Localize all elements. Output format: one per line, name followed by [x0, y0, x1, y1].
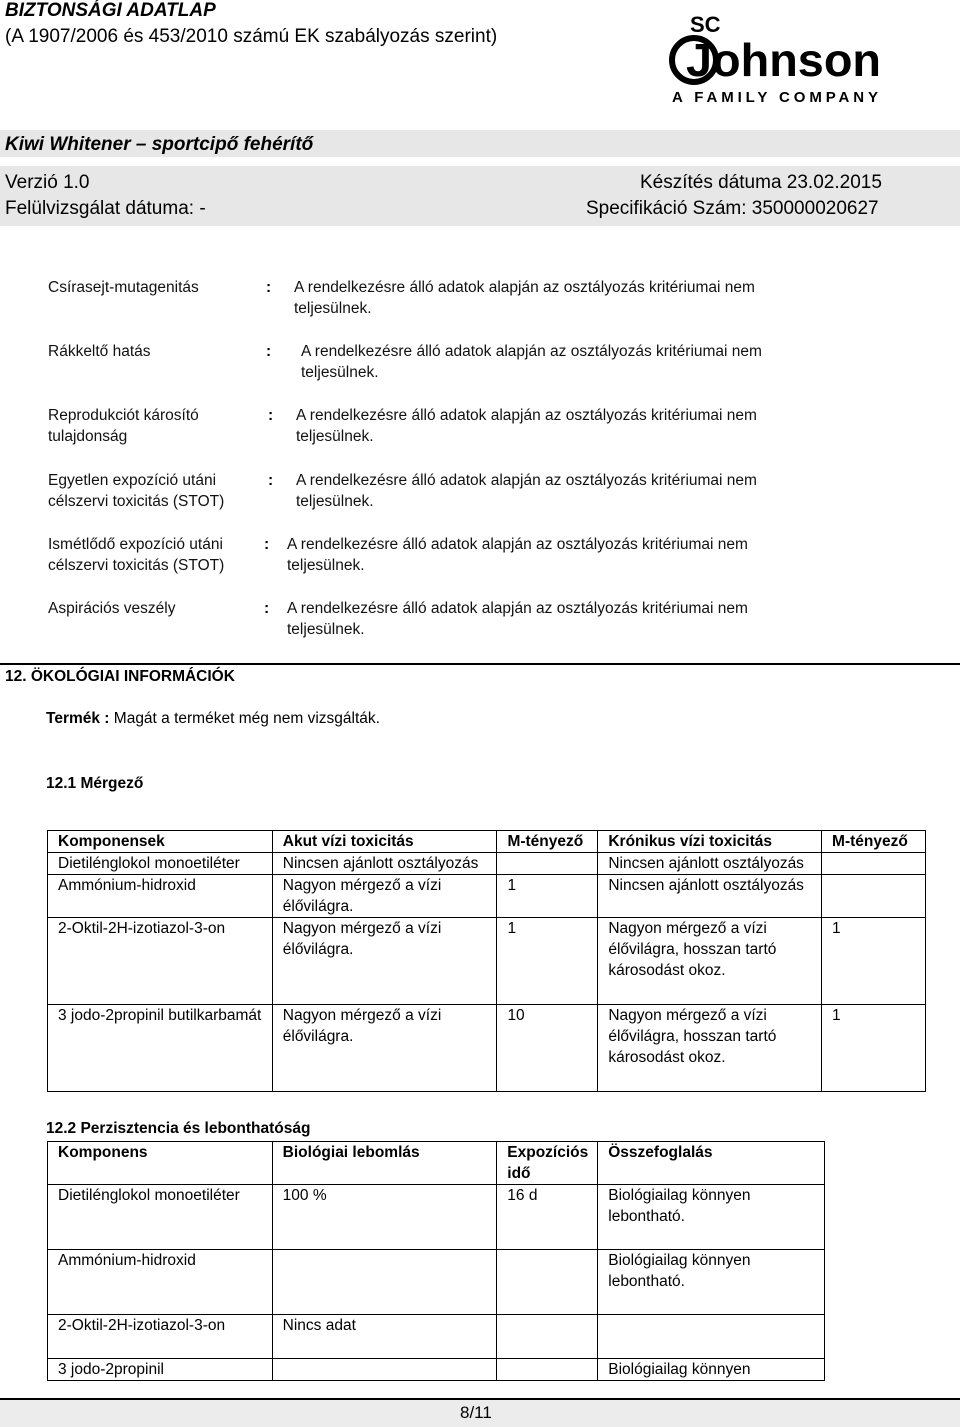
table-cell: Nagyon mérgező a vízi élővilágra.	[272, 1005, 497, 1092]
product-eco-label: Termék :	[46, 710, 110, 727]
table-cell: Nagyon mérgező a vízi élővilágra.	[272, 875, 497, 918]
document-title: BIZTONSÁGI ADATLAP	[5, 0, 216, 21]
table-cell	[497, 853, 598, 875]
document-subtitle: (A 1907/2006 és 453/2010 számú EK szabályozás szerint)	[5, 26, 498, 47]
tox-label-aspiration: Aspirációs veszély	[48, 600, 176, 617]
tox-value-carcinogenicity: A rendelkezésre álló adatok alapján az osztályozás kritériumai nem teljesülnek.	[301, 343, 762, 381]
toxicity-table	[47, 830, 926, 1092]
table-cell: 2-Oktil-2H-izotiazol-3-on	[48, 1315, 273, 1359]
table-cell	[497, 1315, 598, 1359]
table-cell: Nincsen ajánlott osztályozás	[598, 875, 822, 918]
table-cell: 100 %	[272, 1185, 497, 1250]
tox-label-germ-cell: Csírasejt-mutagenitás	[48, 279, 199, 296]
table-row	[48, 918, 926, 1005]
table-row	[48, 1250, 825, 1315]
table-cell: Nagyon mérgező a vízi élővilágra, hosszan tartó károsodást okoz.	[598, 1005, 822, 1092]
logo-tagline: A FAMILY COMPANY	[672, 89, 878, 106]
logo-sc: SC	[690, 12, 721, 37]
table-row	[48, 853, 926, 875]
table-cell: 16 d	[497, 1185, 598, 1250]
tox-label-carcinogenicity: Rákkeltő hatás	[48, 343, 151, 360]
table-cell: 1	[497, 918, 598, 1005]
created-date: Készítés dátuma 23.02.2015	[640, 172, 882, 193]
table-cell: Ammónium-hidroxid	[48, 875, 273, 918]
tox-value-reproductive: A rendelkezésre álló adatok alapján az osztályozás kritériumai nem teljesülnek.	[296, 407, 757, 445]
tox-colon: :	[268, 472, 274, 489]
table-header-row	[48, 831, 926, 853]
tox-label-stot-repeated: Ismétlődő expozíció utáni célszervi toxicitás (STOT)	[48, 536, 225, 574]
table-cell: 1	[822, 1005, 926, 1092]
tox-label-reproductive: Reprodukciót károsító tulajdonság	[48, 407, 199, 445]
review-date: Felülvizsgálat dátuma: -	[5, 198, 206, 219]
table-cell: 1	[822, 918, 926, 1005]
section-divider	[0, 663, 960, 665]
table-cell: Biológiailag könnyen lebontható.	[598, 1250, 825, 1315]
tox-value-stot-single: A rendelkezésre álló adatok alapján az osztályozás kritériumai nem teljesülnek.	[296, 472, 757, 510]
tox-colon: :	[264, 600, 270, 617]
header-cell: Akut vízi toxicitás	[272, 831, 497, 853]
table-cell: Dietilénglokol monoetiléter	[48, 1185, 273, 1250]
toxicity-title: 12.1 Mérgező	[46, 775, 144, 792]
table-cell	[822, 875, 926, 918]
table-header-row	[48, 1142, 825, 1185]
tox-label-stot-single: Egyetlen expozíció utáni célszervi toxicitás (STOT)	[48, 472, 225, 510]
header-cell: Összefoglalás	[598, 1142, 825, 1185]
table-row	[48, 1005, 926, 1092]
table-cell: Nincsen ajánlott osztályozás	[272, 853, 497, 875]
table-cell: Dietilénglokol monoetiléter	[48, 853, 273, 875]
header-cell: Komponensek	[48, 831, 273, 853]
tox-value-stot-repeated: A rendelkezésre álló adatok alapján az osztályozás kritériumai nem teljesülnek.	[287, 536, 748, 574]
tox-colon: :	[266, 279, 272, 296]
persistence-table	[47, 1141, 825, 1381]
sc-johnson-logo	[668, 10, 883, 110]
table-row	[48, 875, 926, 918]
tox-value-germ-cell: A rendelkezésre álló adatok alapján az osztályozás kritériumai nem teljesülnek.	[294, 279, 755, 317]
page-number: 8/11	[460, 1403, 492, 1422]
table-cell: Ammónium-hidroxid	[48, 1250, 273, 1315]
table-row	[48, 1185, 825, 1250]
table-cell: Biológiailag könnyen lebontható.	[598, 1185, 825, 1250]
tox-colon: :	[264, 536, 270, 553]
table-cell: Nincs adat	[272, 1315, 497, 1359]
table-cell: Nincsen ajánlott osztályozás	[598, 853, 822, 875]
spec-number: Specifikáció Szám: 350000020627	[586, 198, 879, 219]
product-eco-text: Magát a terméket még nem vizsgálták.	[113, 710, 380, 727]
logo-johnson: Johnson	[686, 34, 881, 86]
table-cell: 10	[497, 1005, 598, 1092]
header-cell: Biológiai lebomlás	[272, 1142, 497, 1185]
table-cell: 1	[497, 875, 598, 918]
product-name: Kiwi Whitener – sportcipő fehérítő	[5, 134, 314, 155]
table-cell: 3 jodo-2propinil	[48, 1359, 273, 1381]
header-cell: M-tényező	[822, 831, 926, 853]
table-cell	[598, 1315, 825, 1359]
tox-value-aspiration: A rendelkezésre álló adatok alapján az osztályozás kritériumai nem teljesülnek.	[287, 600, 748, 638]
table-cell: 2-Oktil-2H-izotiazol-3-on	[48, 918, 273, 1005]
table-cell	[272, 1359, 497, 1381]
table-cell: Nagyon mérgező a vízi élővilágra.	[272, 918, 497, 1005]
table-cell: Nagyon mérgező a vízi élővilágra, hosszan tartó károsodást okoz.	[598, 918, 822, 1005]
version: Verzió 1.0	[5, 172, 90, 193]
table-cell	[497, 1359, 598, 1381]
tox-colon: :	[266, 343, 272, 360]
table-cell: Biológiailag könnyen	[598, 1359, 825, 1381]
section-12-title: 12. ÖKOLÓGIAI INFORMÁCIÓK	[5, 668, 235, 685]
table-row	[48, 1359, 825, 1381]
header-cell: M-tényező	[497, 831, 598, 853]
header-cell: Krónikus vízi toxicitás	[598, 831, 822, 853]
table-row	[48, 1315, 825, 1359]
header-cell: Komponens	[48, 1142, 273, 1185]
table-cell	[822, 853, 926, 875]
table-cell	[272, 1250, 497, 1315]
persistence-title: 12.2 Perzisztencia és lebonthatóság	[46, 1120, 311, 1137]
table-cell: 3 jodo-2propinil butilkarbamát	[48, 1005, 273, 1092]
product-eco-note	[46, 710, 380, 728]
table-cell	[497, 1250, 598, 1315]
tox-colon: :	[268, 407, 274, 424]
header-cell: Expozíciós idő	[497, 1142, 598, 1185]
